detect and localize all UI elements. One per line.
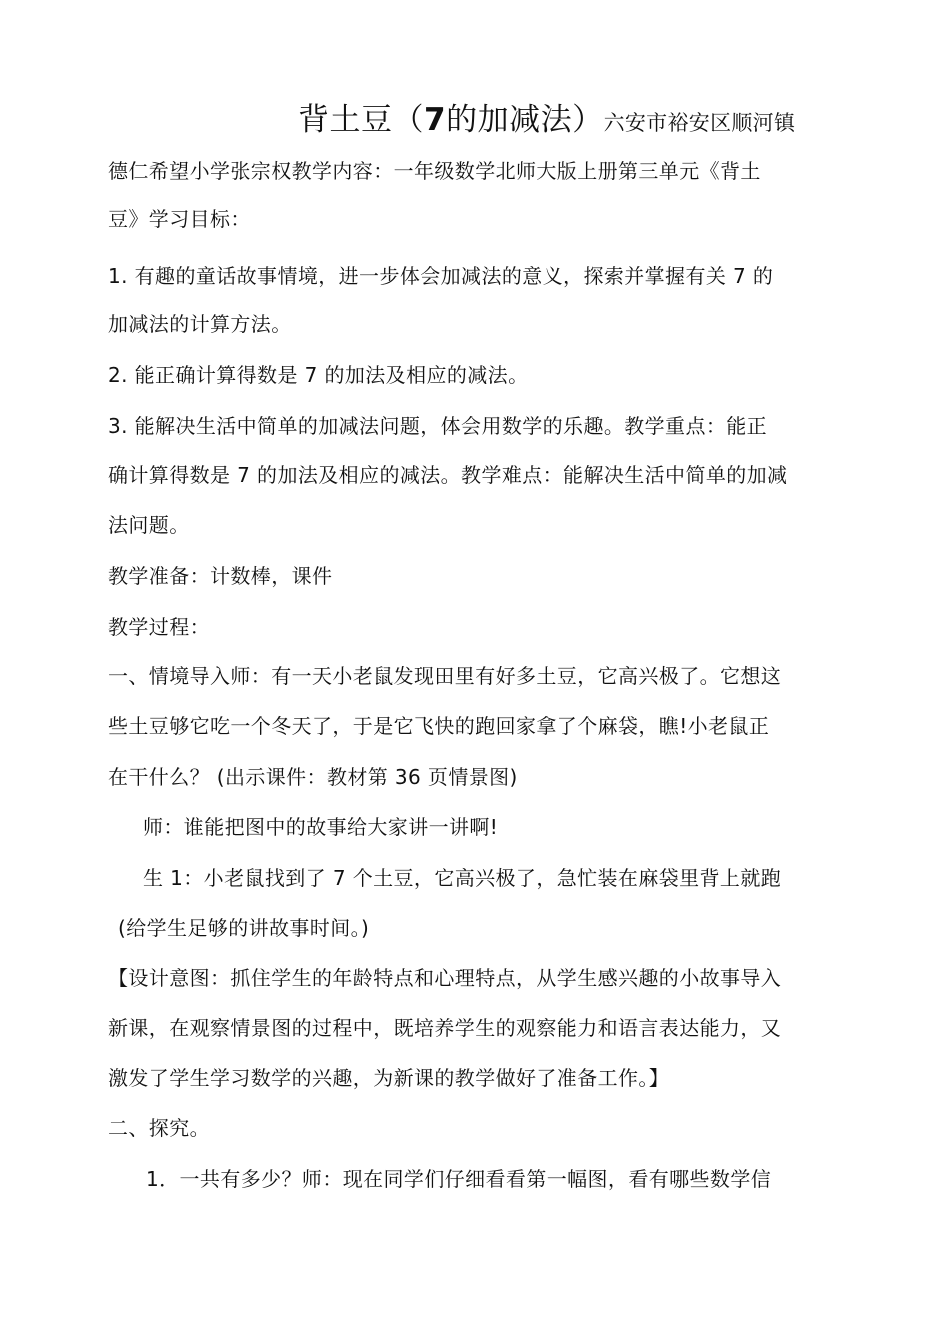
objective-2: 2. 能正确计算得数是 7 的加法及相应的减法。	[108, 363, 529, 387]
section-1-line-2: 些土豆够它吃一个冬天了，于是它飞快的跑回家拿了个麻袋，瞧!小老鼠正	[108, 714, 770, 738]
objective-3-line-3: 法问题。	[108, 513, 190, 537]
title-number: 7	[424, 102, 447, 138]
teacher-question: 师：谁能把图中的故事给大家讲一讲啊!	[143, 815, 499, 839]
section-2-item-1: 1．一共有多少？师：现在同学们仔细看看第一幅图，看有哪些数学信	[146, 1167, 772, 1191]
section-1-line-1: 一、情境导入师：有一天小老鼠发现田里有好多土豆，它高兴极了。它想这	[108, 664, 782, 688]
title-main: 背土豆（7的加减法）	[298, 102, 604, 138]
title-author-location: 六安市裕安区顺河镇	[603, 111, 796, 135]
text-line-2: 豆》学习目标：	[108, 207, 251, 231]
section-2-heading: 二、探究。	[108, 1116, 210, 1140]
teaching-process-heading: 教学过程：	[108, 615, 210, 639]
objective-3-line-1: 3. 能解决生活中简单的加减法问题，体会用数学的乐趣。教学重点：能正	[108, 414, 768, 438]
objective-3-line-2: 确计算得数是 7 的加法及相应的减法。教学难点：能解决生活中简单的加减	[108, 463, 788, 487]
objective-1-line-1: 1. 有趣的童话故事情境，进一步体会加减法的意义，探索并掌握有关 7 的	[108, 264, 774, 288]
teaching-preparation: 教学准备：计数棒，课件	[108, 564, 333, 588]
student-answer-line-2: (给学生足够的讲故事时间。)	[118, 916, 370, 940]
design-intent-line-2: 新课，在观察情景图的过程中，既培养学生的观察能力和语言表达能力，又	[108, 1016, 782, 1040]
document-title	[298, 100, 795, 145]
design-intent-line-3: 激发了学生学习数学的兴趣，为新课的教学做好了准备工作。】	[108, 1066, 670, 1090]
design-intent-line-1: 【设计意图：抓住学生的年龄特点和心理特点，从学生感兴趣的小故事导入	[108, 966, 782, 990]
student-answer-line-1: 生 1：小老鼠找到了 7 个土豆，它高兴极了，急忙装在麻袋里背上就跑	[143, 866, 782, 890]
objective-1-line-2: 加减法的计算方法。	[108, 312, 292, 336]
text-line-1: 德仁希望小学张宗权教学内容：一年级数学北师大版上册第三单元《背土	[108, 159, 761, 183]
section-1-line-3: 在干什么？ (出示课件：教材第 36 页情景图)	[108, 765, 518, 789]
